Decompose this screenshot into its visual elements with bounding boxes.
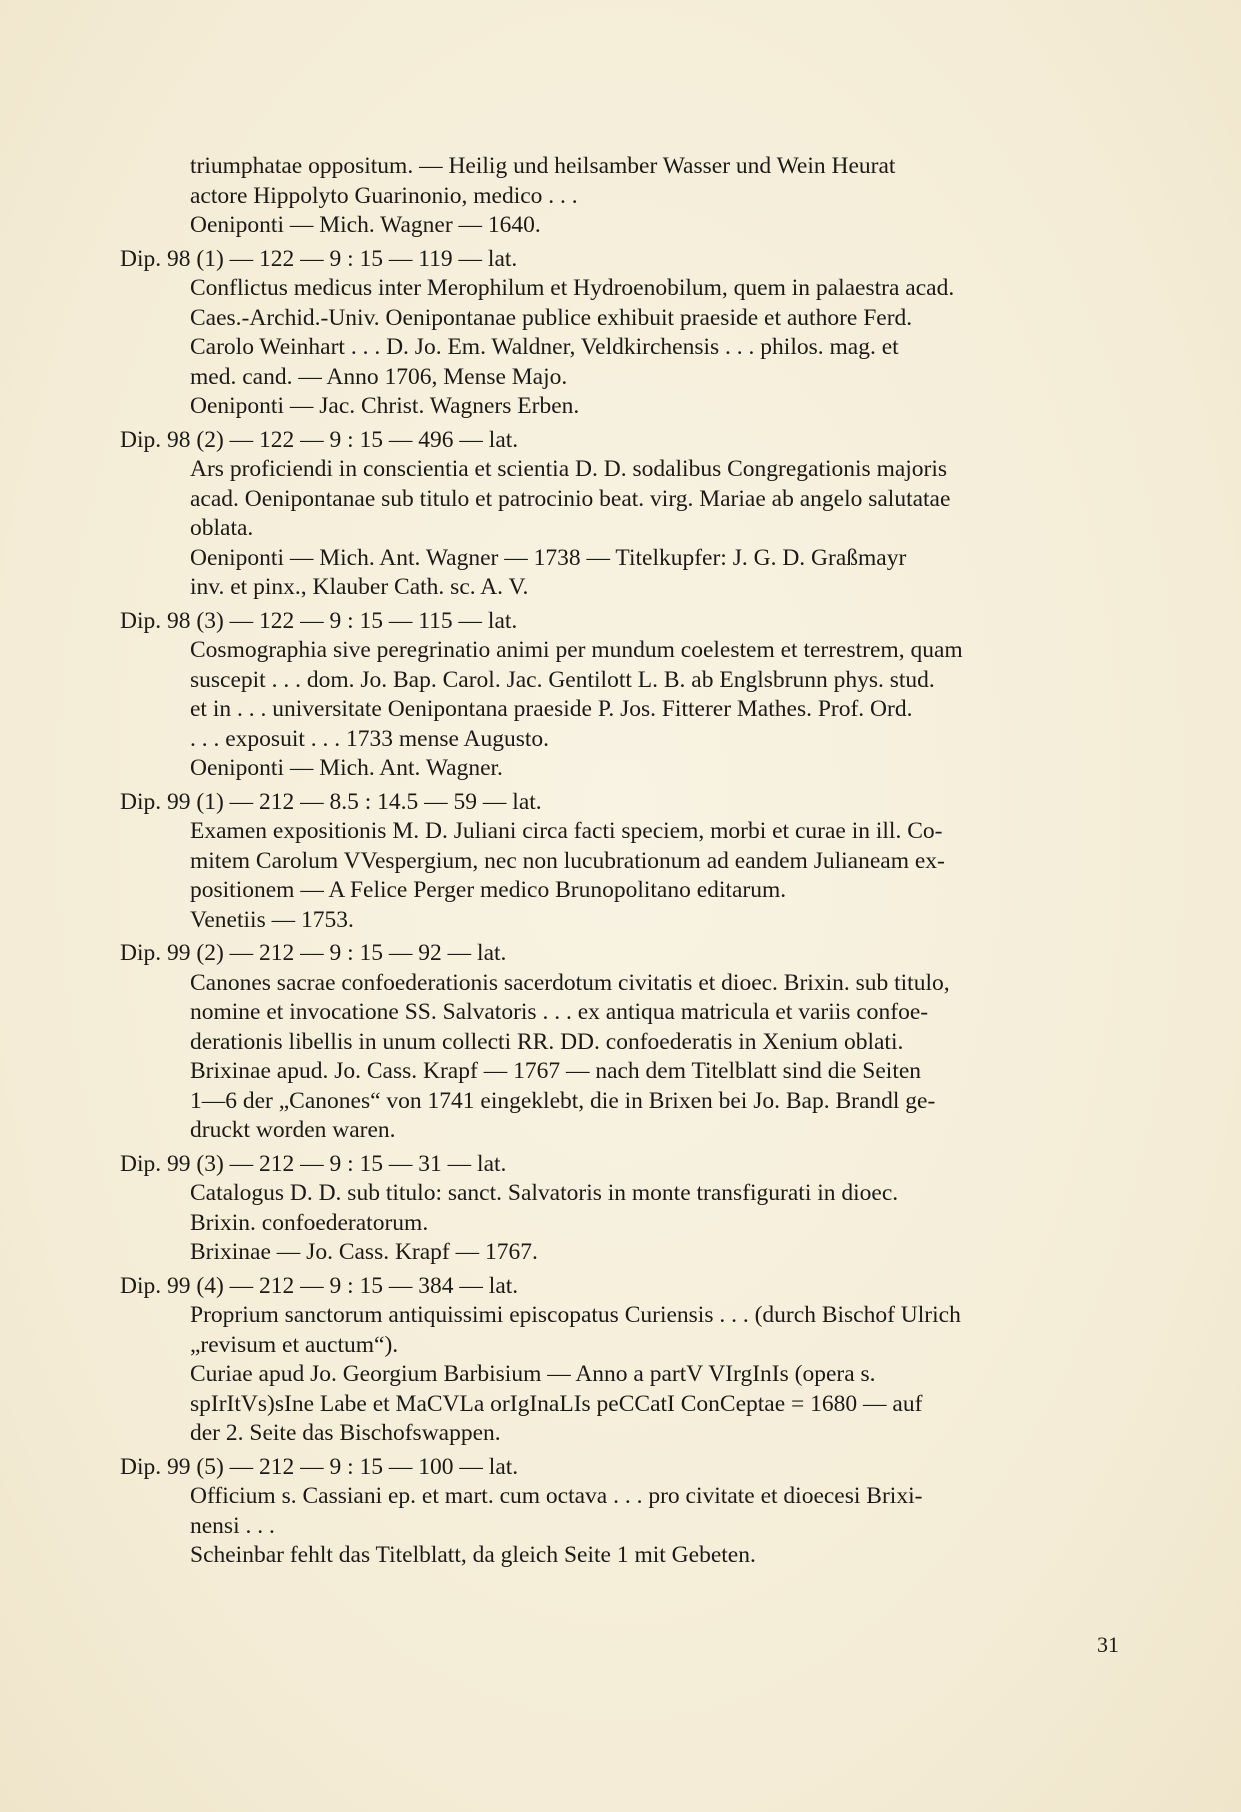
text-line: Proprium sanctorum antiquissimi episcopatus Curiensis . . . (durch Bischof Ulrich <box>190 1302 961 1328</box>
page-number: 31 <box>1097 1632 1119 1657</box>
text-line: acad. Oenipontanae sub titulo et patrocinio beat. virg. Mariae ab angelo salutatae <box>190 485 951 512</box>
entry-description <box>190 1179 1118 1268</box>
catalog-entries <box>120 245 1120 1571</box>
text-line: Catalogus D. D. sub titulo: sanct. Salvatoris in monte transfigurati in dioec. <box>190 1180 899 1206</box>
continued-entry-text <box>190 152 1118 241</box>
entry-shelfmark: Dip. 99 (3) — 212 — 9 : 15 — 31 — lat. <box>120 1150 507 1177</box>
catalog-entry <box>120 1453 1120 1571</box>
entry-shelfmark: Dip. 98 (2) — 122 — 9 : 15 — 496 — lat. <box>120 426 519 453</box>
catalog-entry <box>120 939 1120 1146</box>
text-line: 1—6 der „Canones“ von 1741 eingeklebt, die in Brixen bei Jo. Bap. Brandl ge- <box>190 1087 936 1114</box>
entry-shelfmark: Dip. 98 (1) — 122 — 9 : 15 — 119 — lat. <box>120 245 518 272</box>
text-line: Scheinbar fehlt das Titelblatt, da gleich Seite 1 mit Gebeten. <box>190 1542 756 1568</box>
text-line: actore Hippolyto Guarinonio, medico . . . <box>190 182 578 209</box>
text-line: Oeniponti — Jac. Christ. Wagners Erben. <box>190 393 580 419</box>
entry-shelfmark: Dip. 99 (1) — 212 — 8.5 : 14.5 — 59 — lat. <box>120 788 542 815</box>
text-line: Brixinae — Jo. Cass. Krapf — 1767. <box>190 1239 538 1265</box>
text-line: Curiae apud Jo. Georgium Barbisium — Anno a partV VIrgInIs (opera s. <box>190 1361 876 1387</box>
entry-description <box>190 969 1118 1146</box>
entry-description <box>190 817 1118 935</box>
catalog-entry <box>120 245 1120 422</box>
text-line: Officium s. Cassiani ep. et mart. cum octava . . . pro civitate et dioecesi Brixi- <box>190 1483 923 1509</box>
text-line: . . . exposuit . . . 1733 mense Augusto. <box>190 725 550 752</box>
text-line: nomine et invocatione SS. Salvatoris . . . ex antiqua matricula et variis confoe- <box>190 999 929 1025</box>
text-line: triumphatae oppositum. — Heilig und heilsamber Wasser und Wein Heurat <box>190 153 896 179</box>
text-line: derationis libellis in unum collecti RR. DD. confoederatis in Xenium oblati. <box>190 1028 904 1055</box>
entry-description <box>190 274 1118 422</box>
entry-description <box>190 455 1118 603</box>
entry-shelfmark: Dip. 99 (4) — 212 — 9 : 15 — 384 — lat. <box>120 1272 519 1299</box>
text-line: Oeniponti — Mich. Wagner — 1640. <box>190 212 541 238</box>
catalog-entry <box>120 1272 1120 1449</box>
catalog-entry <box>120 607 1120 784</box>
entry-shelfmark: Dip. 99 (5) — 212 — 9 : 15 — 100 — lat. <box>120 1453 519 1480</box>
text-line: Brixinae apud. Jo. Cass. Krapf — 1767 — nach dem Titelblatt sind die Seiten <box>190 1058 922 1084</box>
text-line: et in . . . universitate Oenipontana praeside P. Jos. Fitterer Mathes. Prof. Ord. <box>190 696 913 722</box>
text-line: Carolo Weinhart . . . D. Jo. Em. Waldner, Veldkirchensis . . . philos. mag. et <box>190 334 899 360</box>
catalog-text <box>120 152 1120 1571</box>
text-line: med. cand. — Anno 1706, Mense Majo. <box>190 363 568 390</box>
text-line: druckt worden waren. <box>190 1117 396 1143</box>
text-line: der 2. Seite das Bischofswappen. <box>190 1420 501 1446</box>
text-line: inv. et pinx., Klauber Cath. sc. A. V. <box>190 574 529 600</box>
text-line: Examen expositionis M. D. Juliani circa facti speciem, morbi et curae in ill. Co- <box>190 818 943 844</box>
text-line: Conflictus medicus inter Merophilum et Hydroenobilum, quem in palaestra acad. <box>190 275 955 301</box>
entry-description <box>190 636 1118 784</box>
entry-shelfmark: Dip. 98 (3) — 122 — 9 : 15 — 115 — lat. <box>120 607 518 634</box>
text-line: oblata. <box>190 515 254 541</box>
text-line: positionem — A Felice Perger medico Brunopolitano editarum. <box>190 877 787 903</box>
catalog-entry <box>120 426 1120 603</box>
entry-description <box>190 1482 1118 1571</box>
catalog-entry <box>120 1150 1120 1268</box>
text-line: spIrItVs)sIne Labe et MaCVLa orIgInaLIs peCCatI ConCeptae = 1680 — auf <box>190 1390 923 1417</box>
text-line: Caes.-Archid.-Univ. Oenipontanae publice exhibuit praeside et authore Ferd. <box>190 304 913 331</box>
entry-shelfmark: Dip. 99 (2) — 212 — 9 : 15 — 92 — lat. <box>120 940 507 966</box>
text-line: Cosmographia sive peregrinatio animi per mundum coelestem et terrestrem, quam <box>190 637 963 663</box>
text-line: Canones sacrae confoederationis sacerdotum civitatis et dioec. Brixin. sub titulo, <box>190 969 950 996</box>
text-line: Oeniponti — Mich. Ant. Wagner — 1738 — Titelkupfer: J. G. D. Graßmayr <box>190 544 907 571</box>
text-line: Oeniponti — Mich. Ant. Wagner. <box>190 755 503 781</box>
text-line: suscepit . . . dom. Jo. Bap. Carol. Jac. Gentilott L. B. ab Englsbrunn phys. stud. <box>190 666 935 693</box>
text-line: mitem Carolum VVespergium, nec non lucubrationum ad eandem Julianeam ex- <box>190 847 945 874</box>
text-line: „revisum et auctum“). <box>190 1331 399 1358</box>
text-line: Ars proficiendi in conscientia et scientia D. D. sodalibus Congregationis majoris <box>190 456 948 482</box>
catalog-entry <box>120 788 1120 936</box>
entry-description <box>190 1301 1118 1449</box>
text-line: Brixin. confoederatorum. <box>190 1209 429 1236</box>
text-line: nensi . . . <box>190 1512 275 1539</box>
text-line: Venetiis — 1753. <box>190 906 354 933</box>
